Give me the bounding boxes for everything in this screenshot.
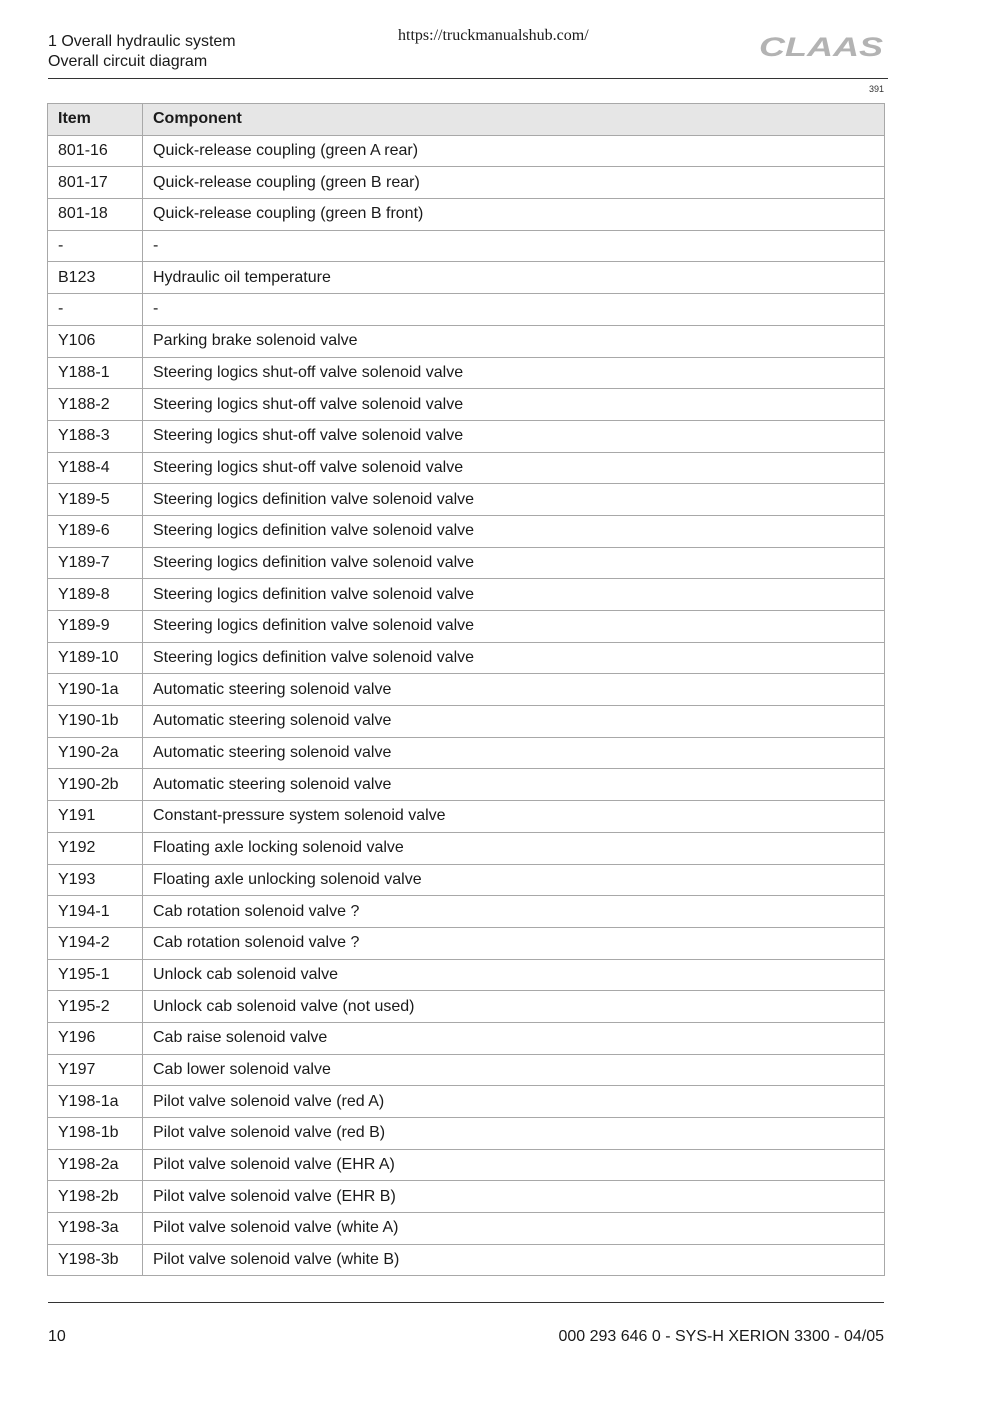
item-cell: Y189-5	[48, 484, 143, 516]
item-cell: 801-16	[48, 135, 143, 167]
page-reference: 391	[868, 84, 884, 94]
table-row	[48, 1181, 885, 1213]
table-row	[48, 452, 885, 484]
component-cell: Steering logics definition valve solenoid valve	[143, 515, 885, 547]
component-cell: Unlock cab solenoid valve (not used)	[143, 991, 885, 1023]
column-header-component: Component	[143, 104, 885, 136]
table-row	[48, 515, 885, 547]
component-cell: Cab rotation solenoid valve ?	[143, 896, 885, 928]
component-cell: Cab lower solenoid valve	[143, 1054, 885, 1086]
item-cell: Y188-4	[48, 452, 143, 484]
component-cell: Automatic steering solenoid valve	[143, 674, 885, 706]
item-cell: Y198-2a	[48, 1149, 143, 1181]
component-table	[47, 103, 885, 1276]
table-row	[48, 1149, 885, 1181]
item-cell: Y188-3	[48, 420, 143, 452]
component-cell: Pilot valve solenoid valve (EHR A)	[143, 1149, 885, 1181]
component-cell: Quick-release coupling (green A rear)	[143, 135, 885, 167]
component-cell: Parking brake solenoid valve	[143, 325, 885, 357]
table-row	[48, 737, 885, 769]
item-cell: Y198-1b	[48, 1118, 143, 1150]
table-row	[48, 167, 885, 199]
table-row	[48, 1086, 885, 1118]
item-cell: Y190-1b	[48, 706, 143, 738]
table-row	[48, 420, 885, 452]
claas-logo	[758, 33, 884, 59]
table-row	[48, 230, 885, 262]
component-cell: Steering logics definition valve solenoid valve	[143, 611, 885, 643]
component-cell: Unlock cab solenoid valve	[143, 959, 885, 991]
item-cell: -	[48, 230, 143, 262]
component-cell: -	[143, 294, 885, 326]
table-row	[48, 611, 885, 643]
item-cell: Y189-10	[48, 642, 143, 674]
component-cell: -	[143, 230, 885, 262]
item-cell: Y190-2b	[48, 769, 143, 801]
component-cell: Pilot valve solenoid valve (red A)	[143, 1086, 885, 1118]
source-url[interactable]: https://truckmanualshub.com/	[398, 27, 589, 44]
component-cell: Constant-pressure system solenoid valve	[143, 801, 885, 833]
table-row	[48, 1213, 885, 1245]
table-row	[48, 769, 885, 801]
component-cell: Automatic steering solenoid valve	[143, 769, 885, 801]
table-row	[48, 832, 885, 864]
item-cell: Y191	[48, 801, 143, 833]
table-row	[48, 325, 885, 357]
component-cell: Floating axle locking solenoid valve	[143, 832, 885, 864]
item-cell: Y194-2	[48, 927, 143, 959]
item-cell: -	[48, 294, 143, 326]
item-cell: Y190-1a	[48, 674, 143, 706]
table-row	[48, 294, 885, 326]
item-cell: Y196	[48, 1022, 143, 1054]
component-cell: Cab raise solenoid valve	[143, 1022, 885, 1054]
document-header	[48, 32, 236, 72]
component-cell: Quick-release coupling (green B front)	[143, 199, 885, 231]
table-row	[48, 896, 885, 928]
page-number: 10	[48, 1328, 66, 1345]
item-cell: Y189-9	[48, 611, 143, 643]
item-cell: Y189-6	[48, 515, 143, 547]
table-row	[48, 642, 885, 674]
table-row	[48, 991, 885, 1023]
column-header-item: Item	[48, 104, 143, 136]
item-cell: Y193	[48, 864, 143, 896]
item-cell: Y188-2	[48, 389, 143, 421]
table-row	[48, 484, 885, 516]
item-cell: Y192	[48, 832, 143, 864]
table-row	[48, 1118, 885, 1150]
component-cell: Pilot valve solenoid valve (EHR B)	[143, 1181, 885, 1213]
component-cell: Steering logics shut-off valve solenoid valve	[143, 420, 885, 452]
footer-divider	[48, 1302, 884, 1303]
item-cell: Y198-3a	[48, 1213, 143, 1245]
logo-text: CLAAS	[759, 33, 883, 59]
table-row	[48, 1054, 885, 1086]
item-cell: Y106	[48, 325, 143, 357]
component-cell: Automatic steering solenoid valve	[143, 737, 885, 769]
document-reference: 000 293 646 0 - SYS-H XERION 3300 - 04/05	[558, 1328, 884, 1345]
item-cell: Y194-1	[48, 896, 143, 928]
table-row	[48, 959, 885, 991]
component-cell: Pilot valve solenoid valve (red B)	[143, 1118, 885, 1150]
table-row	[48, 1022, 885, 1054]
item-cell: Y195-1	[48, 959, 143, 991]
component-cell: Steering logics shut-off valve solenoid valve	[143, 357, 885, 389]
item-cell: Y190-2a	[48, 737, 143, 769]
table-row	[48, 801, 885, 833]
table-row	[48, 357, 885, 389]
table-row	[48, 547, 885, 579]
item-cell: Y198-3b	[48, 1244, 143, 1276]
section-title: Overall circuit diagram	[48, 53, 208, 70]
table-row	[48, 927, 885, 959]
item-cell: Y195-2	[48, 991, 143, 1023]
table-row	[48, 706, 885, 738]
item-cell: Y197	[48, 1054, 143, 1086]
item-cell: Y189-8	[48, 579, 143, 611]
item-cell: 801-17	[48, 167, 143, 199]
table-row	[48, 389, 885, 421]
item-cell: Y198-1a	[48, 1086, 143, 1118]
table-row	[48, 135, 885, 167]
component-cell: Cab rotation solenoid valve ?	[143, 927, 885, 959]
component-cell: Pilot valve solenoid valve (white A)	[143, 1213, 885, 1245]
item-cell: Y189-7	[48, 547, 143, 579]
component-cell: Pilot valve solenoid valve (white B)	[143, 1244, 885, 1276]
item-cell: 801-18	[48, 199, 143, 231]
chapter-title: 1 Overall hydraulic system	[48, 33, 236, 50]
component-cell: Quick-release coupling (green B rear)	[143, 167, 885, 199]
table-body	[48, 135, 885, 1276]
table-row	[48, 864, 885, 896]
table-row	[48, 674, 885, 706]
component-cell: Steering logics shut-off valve solenoid valve	[143, 452, 885, 484]
item-cell: Y198-2b	[48, 1181, 143, 1213]
table-row	[48, 262, 885, 294]
table-row	[48, 579, 885, 611]
header-divider	[48, 78, 888, 79]
component-cell: Steering logics definition valve solenoid valve	[143, 484, 885, 516]
item-cell: B123	[48, 262, 143, 294]
component-cell: Steering logics shut-off valve solenoid valve	[143, 389, 885, 421]
component-cell: Steering logics definition valve solenoid valve	[143, 642, 885, 674]
table-row	[48, 1244, 885, 1276]
component-cell: Automatic steering solenoid valve	[143, 706, 885, 738]
table-header-row	[48, 104, 885, 136]
component-cell: Steering logics definition valve solenoid valve	[143, 547, 885, 579]
component-cell: Steering logics definition valve solenoid valve	[143, 579, 885, 611]
component-cell: Hydraulic oil temperature	[143, 262, 885, 294]
item-cell: Y188-1	[48, 357, 143, 389]
component-cell: Floating axle unlocking solenoid valve	[143, 864, 885, 896]
table-row	[48, 199, 885, 231]
